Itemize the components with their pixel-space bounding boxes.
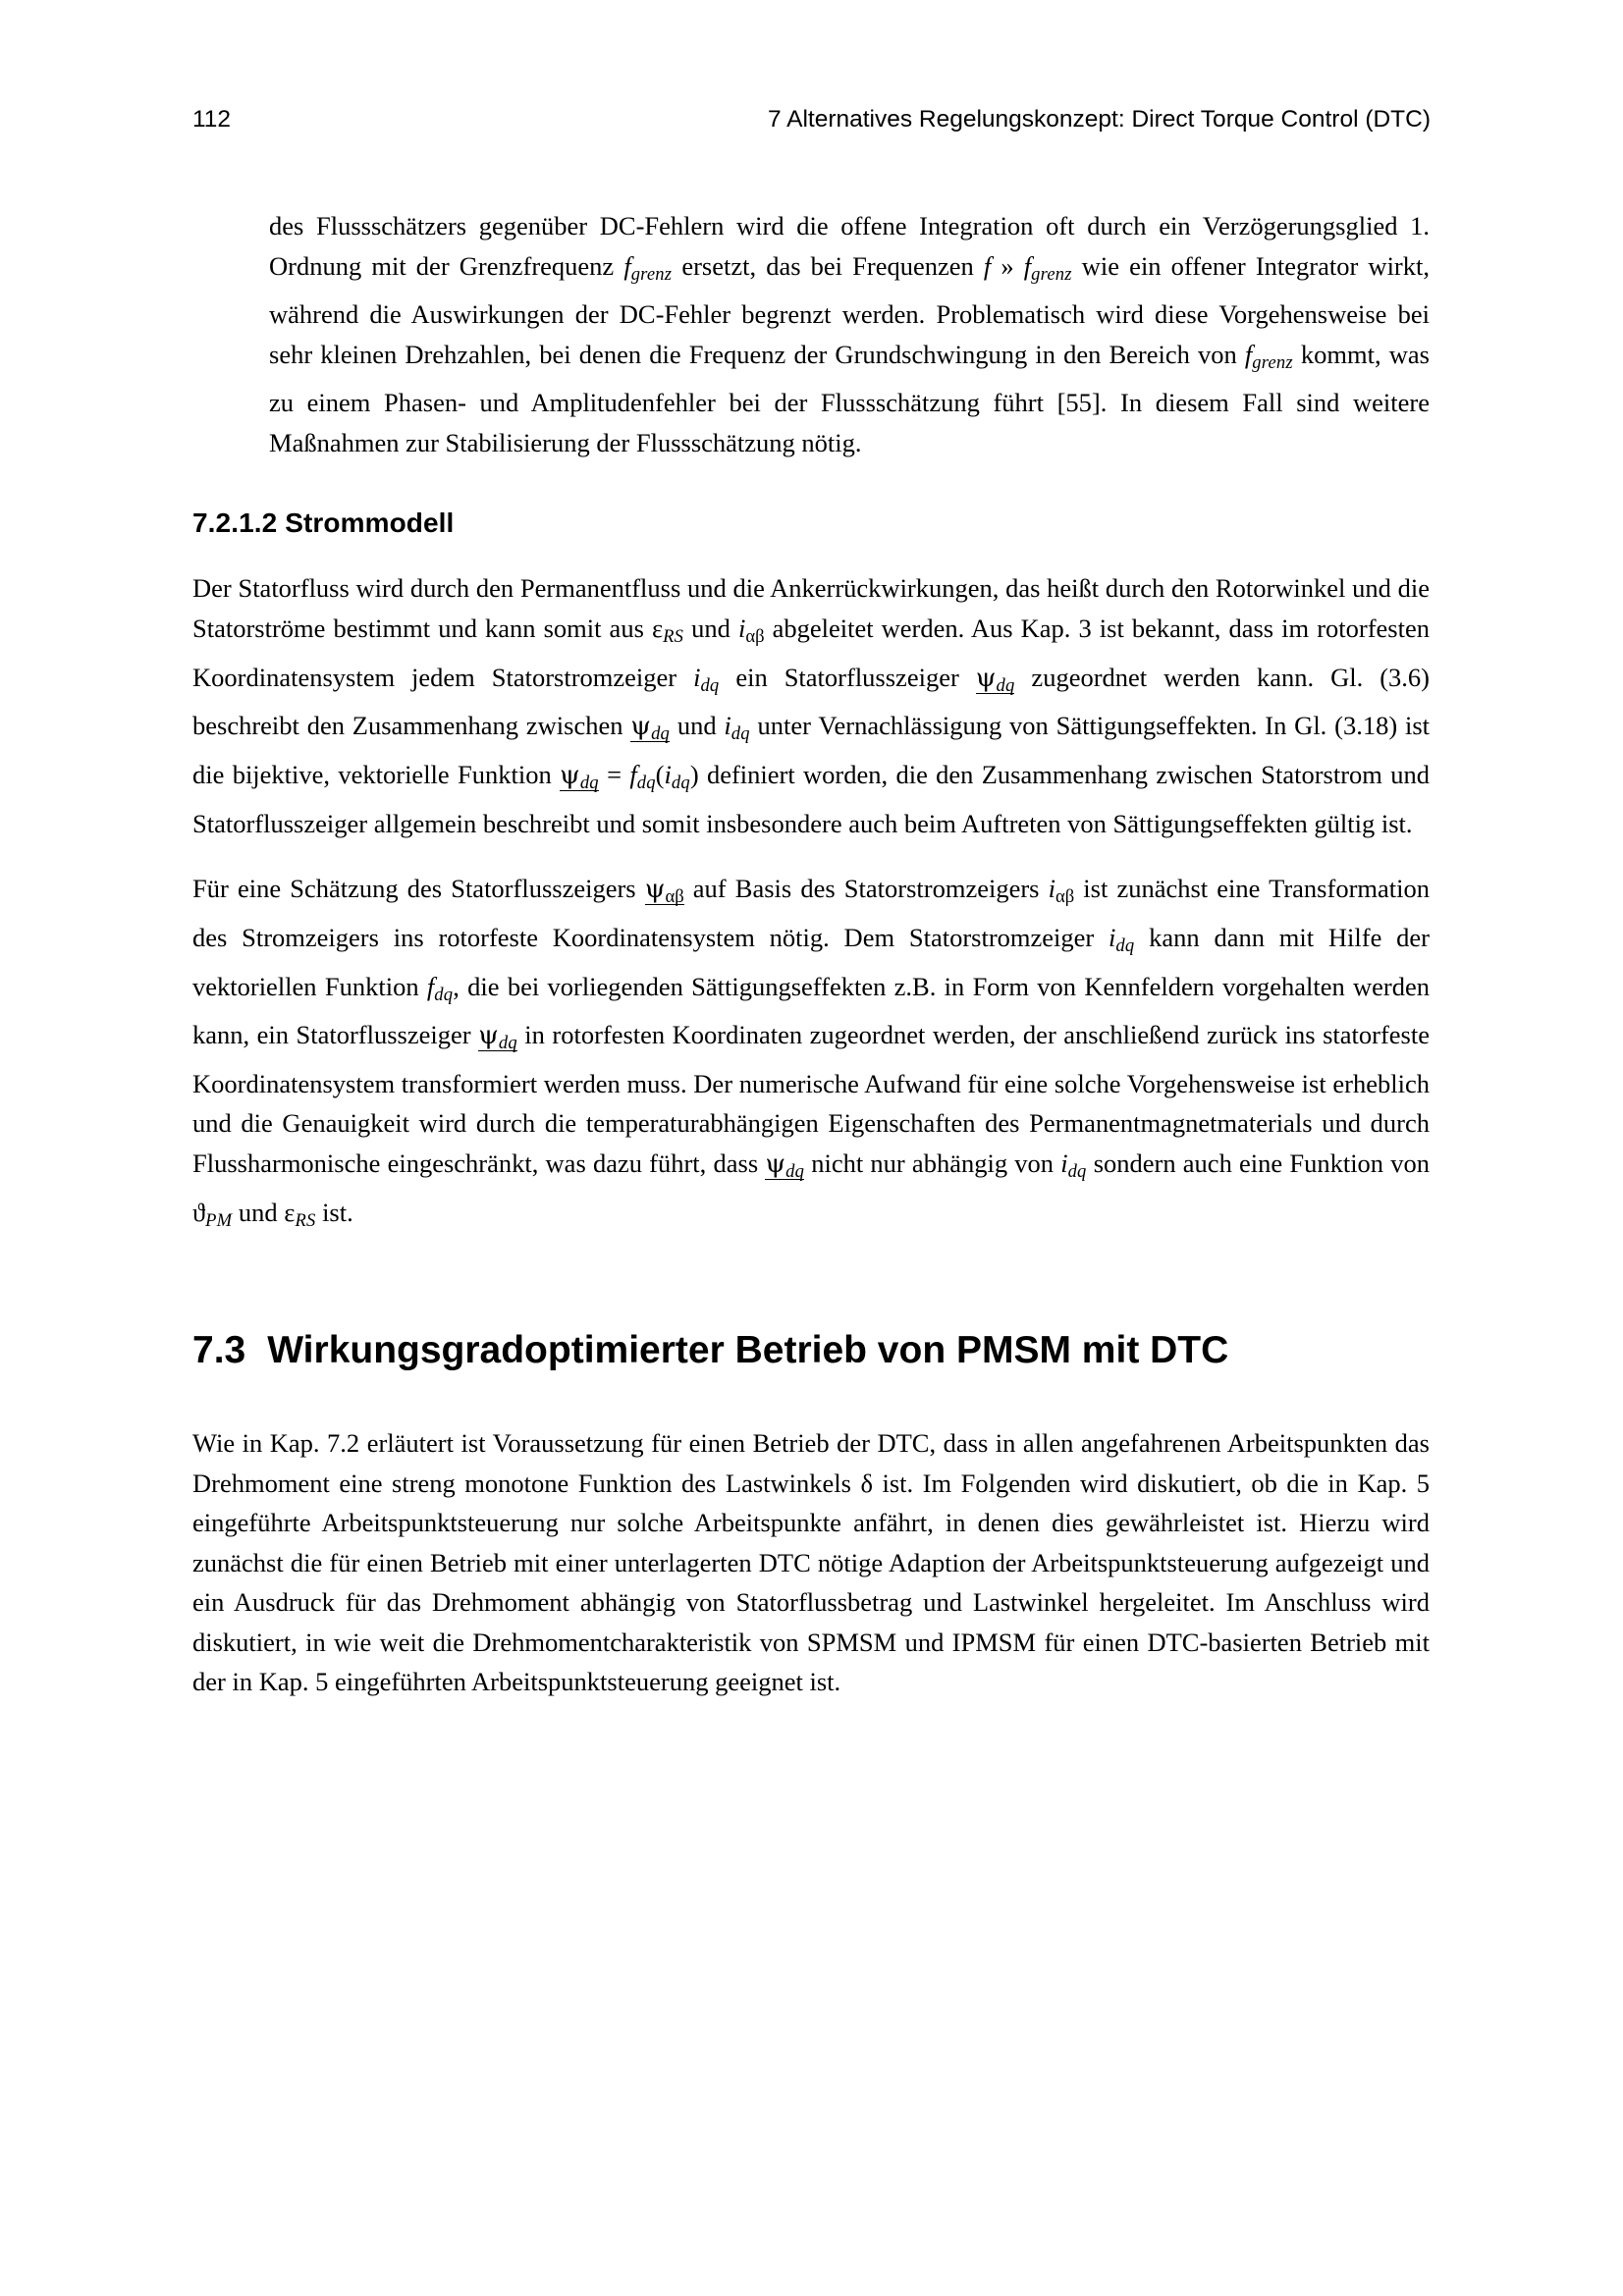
text-run: wie ein offener Integrator wirkt, während die Auswirkungen der DC-Fehler begrenzt werden. Problematisch wird diese Vorgehensweise bei sehr kleinen Drehzahlen, bei denen die Frequenz der Grundschwingung in den Bereich von xyxy=(269,250,1430,369)
text-run: kann dann mit Hilfe der vektoriellen Funktion xyxy=(192,922,1430,1001)
paragraph-wirkungsgrad-intro: Wie in Kap. 7.2 erläutert ist Voraussetzung für einen Betrieb der DTC, dass in allen angefahrenen Arbeitspunkten das Drehmoment eine streng monotone Funktion des Lastwinkels δ ist. Im Folgenden wird diskutiert, ob die in Kap. 5 eingeführte Arbeitspunktsteuerung nur solche Arbeitspunkte anfährt, in denen dies gewährleistet ist. Hierzu wird zunächst die für einen Betrieb mit einer unterlagerten DTC nötige Adaption der Arbeitspunktsteuerung aufgezeigt und ein Ausdruck für das Drehmoment abhängig von Statorflussbetrag und Lastwinkel hergeleitet. Im Anschluss wird diskutiert, in wie weit die Drehmomentcharakteristik von SPMSM und IPMSM für einen DTC-basierten Betrieb mit der in Kap. 5 eingeführten Arbeitspunktsteuerung geeignet ist. xyxy=(192,1428,1430,1697)
math-paren-close: ) xyxy=(689,759,699,789)
text-run: und xyxy=(670,711,725,741)
text-run: zugeordnet werden kann. Gl. (3.6) beschreibt den Zusammenhang zwischen xyxy=(192,662,1431,741)
heading-section-7-3 xyxy=(192,1325,1430,1376)
math-epsilon-rs-2: $\varepsilon_{RS}$ xyxy=(284,1197,316,1231)
text-run: ein Statorflusszeiger xyxy=(719,662,976,692)
text-run: ersetzt, das bei Frequenzen xyxy=(672,250,984,281)
math-theta-pm: $ϑ_{PM}$ xyxy=(192,1197,233,1231)
page-body xyxy=(192,206,1430,1702)
math-epsilon-rs: $\varepsilon_{RS}$ xyxy=(651,613,684,648)
math-f-dq: $f_{dq}$ xyxy=(629,759,656,794)
math-i-alphabeta-2: iαβ xyxy=(1048,874,1075,908)
text-run: ist zunächst eine Transformation des Stromzeigers ins rotorfeste Koordinatensystem nötig. Dem Statorstromzeiger xyxy=(192,874,1430,952)
math-f-grenz-2: $f_{grenz}$ xyxy=(1023,250,1072,285)
text-run: unter Vernachlässigung von Sättigungseffekten. In Gl. (3.18) ist die bijektive, vektorielle Funktion xyxy=(192,711,1430,789)
text-run: des Flussschätzers gegenüber DC-Fehlern wird die offene Integration oft durch ein Verzögerungsglied 1. Ordnung mit der Grenzfrequenz xyxy=(269,211,1430,281)
math-psi-alphabeta: ψαβ xyxy=(644,874,684,908)
text-run: kommt, was zu einem Phasen- und Amplitudenfehler bei der Flussschätzung führt [55]. In diesem Fall sind weitere Maßnahmen zur Stabilisierung der Flussschätzung nötig. xyxy=(269,339,1430,457)
page-number: 112 xyxy=(192,106,232,133)
chapter-title: 7 Alternatives Regelungskonzept: Direct Torque Control (DTC) xyxy=(768,106,1431,133)
text-run: abgeleitet werden. Aus Kap. 3 ist bekannt, dass im rotorfesten Koordinatensystem jedem Statorstromzeiger xyxy=(192,613,1430,692)
math-i-dq: $i_{dq}$ xyxy=(693,662,720,696)
math-psi-dq-4: $\psi_{dq}$ xyxy=(478,1020,517,1054)
text-run: und xyxy=(683,613,738,643)
math-psi-dq: $\psi_{dq}$ xyxy=(975,662,1015,696)
paragraph-flux-estimator xyxy=(269,206,1430,462)
math-i-alphabeta: iαβ xyxy=(737,613,765,648)
text-run: , die bei vorliegenden Sättigungseffekten z.B. in Form von Kennfeldern vorgehalten werden kann, ein Statorflusszeiger xyxy=(192,971,1430,1050)
section-title: Wirkungsgradoptimierter Betrieb von PMSM mit DTC xyxy=(267,1329,1229,1372)
math-f-grenz: $f_{grenz}$ xyxy=(623,250,673,285)
running-head xyxy=(192,106,1431,145)
paragraph-statorfluss xyxy=(192,568,1430,843)
math-operator: » xyxy=(991,250,1024,281)
math-f-grenz-3: $f_{grenz}$ xyxy=(1244,339,1293,373)
math-f-dq-2: $f_{dq}$ xyxy=(426,971,454,1005)
text-run: auf Basis des Statorstromzeigers xyxy=(683,874,1049,904)
math-i-dq-3: $i_{dq}$ xyxy=(664,759,690,794)
text-run: Für eine Schätzung des Statorflusszeigers xyxy=(192,874,645,904)
text-run: definiert worden, die den Zusammenhang zwischen Statorstrom und Statorflusszeiger allgemein beschreibt und somit insbesondere auch beim Auftreten von Sättigungseffekten gültig ist. xyxy=(192,759,1430,838)
math-equals: = xyxy=(598,759,630,789)
math-psi-dq-5: $\psi_{dq}$ xyxy=(765,1148,805,1183)
text-run: und xyxy=(232,1197,285,1227)
text-run: ist. xyxy=(315,1197,353,1227)
text-run: in rotorfesten Koordinaten zugeordnet werden, der anschließend zurück ins statorfeste Koordinatensystem transformiert werden muss. Der numerische Aufwand für eine solche Vorgehensweise ist erheblich und die Genauigkeit wird durch die temperaturabhängigen Eigenschaften des Permanentmagnetmaterials und durch Flussharmonische eingeschränkt, was dazu führt, dass xyxy=(192,1020,1430,1178)
math-psi-dq-3: $\psi_{dq}$ xyxy=(560,759,599,794)
text-run: nicht nur abhängig von xyxy=(804,1148,1061,1178)
heading-strommodell: 7.2.1.2 Strommodell xyxy=(192,507,455,539)
math-psi-dq-2: $\psi_{dq}$ xyxy=(630,711,671,745)
math-paren-open: ( xyxy=(655,759,665,789)
paragraph-schaetzung xyxy=(192,869,1430,1241)
section-number: 7.3 xyxy=(192,1329,246,1372)
math-f: f xyxy=(983,250,992,281)
text-run: Der Statorfluss wird durch den Permanentfluss und die Ankerrückwirkungen, das heißt durch den Rotorwinkel und die Statorströme bestimmt und kann somit aus xyxy=(192,573,1430,643)
math-i-dq-4: $i_{dq}$ xyxy=(1109,922,1135,956)
math-i-dq-5: $i_{dq}$ xyxy=(1060,1148,1087,1183)
math-i-dq-2: $i_{dq}$ xyxy=(724,711,750,745)
text-run: sondern auch eine Funktion von xyxy=(1086,1148,1430,1178)
